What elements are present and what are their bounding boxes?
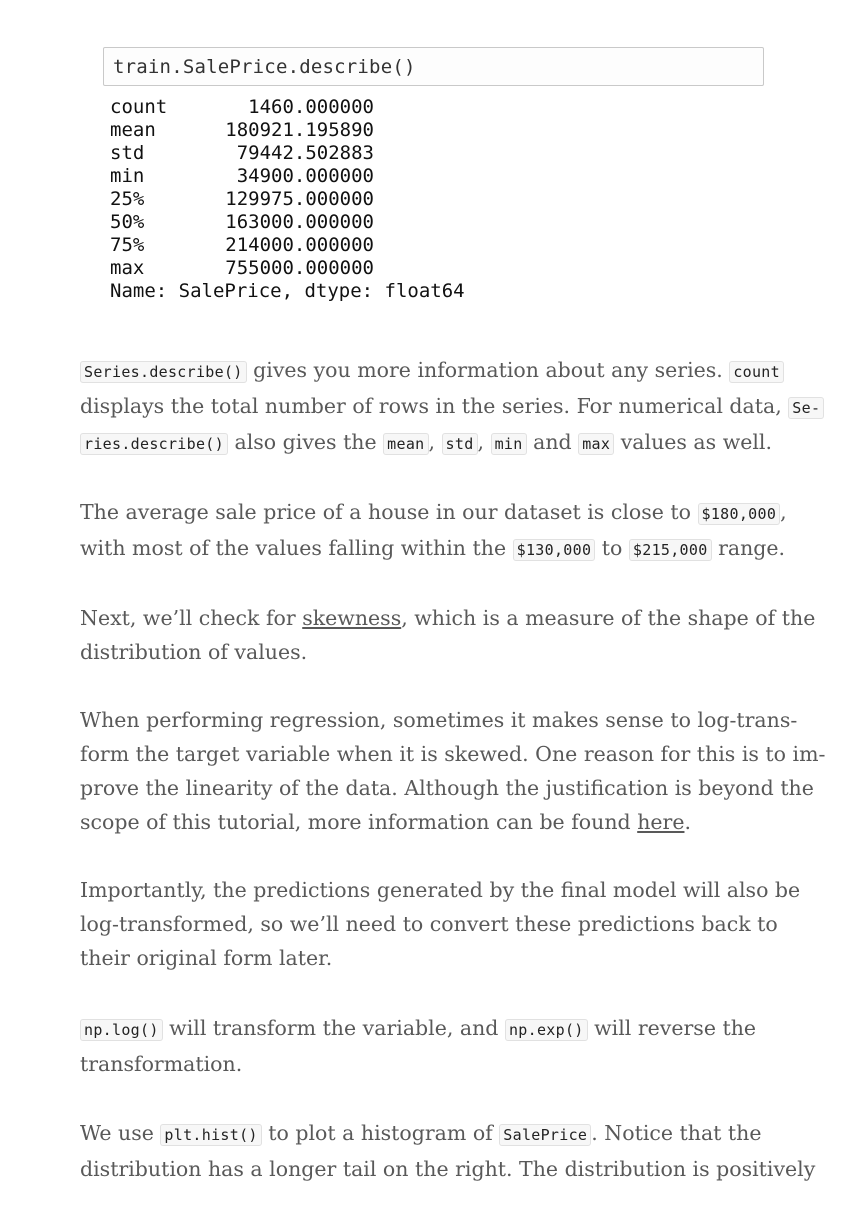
output-row [110,119,465,142]
text-line [80,424,790,460]
text-run: log-transformed, so we’ll need to convert these predictions back to [80,912,778,936]
inline-code: min [491,433,527,455]
output-row-key: 75% [110,234,145,256]
text-line [80,873,801,907]
text-run: We use [80,1121,161,1145]
output-row-key: max [110,257,145,279]
text-run: The average sale price of a house in our dataset is close to [80,500,698,524]
paragraph-histogram [80,1115,816,1187]
text-run: Next, we’ll check for [80,606,303,630]
inline-code: np.log() [80,1019,163,1041]
inline-code: mean [383,433,428,455]
output-row-value: 163000.000000 [225,211,374,233]
paragraph-log-transform [80,703,826,839]
inline-code: SalePrice [499,1124,591,1146]
output-row [110,96,465,119]
text-run: gives you more information about any series. [246,358,730,382]
text-line [80,805,790,839]
inline-code: $180,000 [698,503,781,525]
text-run: to [595,536,629,560]
text-line [80,1115,790,1151]
inline-code: Se- [788,397,824,419]
output-row [110,257,465,280]
inline-code: Series.describe() [80,361,247,383]
output-row-value: 1460.000000 [248,96,374,118]
text-run: . Notice that the [591,1121,762,1145]
text-run: also gives the [227,430,384,454]
paragraph-average-price [80,494,790,566]
code-input-text: train.SalePrice.describe() [113,56,416,78]
text-run: scope of this tutorial, more information can be found [80,810,638,834]
text-run: will reverse the [587,1016,757,1040]
text-run: distribution of values. [80,640,308,664]
output-row-key: min [110,165,145,187]
output-row-key: 50% [110,211,145,233]
text-run: distribution has a longer tail on the right. The distribution is positively [80,1157,816,1181]
inline-code: $215,000 [629,539,712,561]
inline-link[interactable]: here [637,810,685,834]
text-run: When performing regression, sometimes it makes sense to log-trans- [80,708,798,732]
inline-code: $130,000 [513,539,596,561]
output-row-key: std [110,142,145,164]
output-row [110,234,465,257]
text-line [80,771,814,805]
output-row-value: 214000.000000 [225,234,374,256]
output-row-value: 34900.000000 [236,165,374,187]
inline-link[interactable]: skewness [302,606,402,630]
output-row [110,165,465,188]
inline-code: plt.hist() [160,1124,261,1146]
output-row-value: 755000.000000 [225,257,374,279]
output-row-value: 180921.195890 [225,119,374,141]
text-line [80,737,826,771]
text-run: prove the linearity of the data. Although the justification is beyond the [80,776,814,800]
text-line [80,601,816,635]
text-line [80,530,790,566]
output-row [110,211,465,234]
inline-code: count [729,361,784,383]
text-run: with most of the values falling within the [80,536,513,560]
inline-code: std [442,433,478,455]
output-row [110,142,465,165]
text-run: their original form later. [80,946,333,970]
text-run: and [526,430,579,454]
code-input-cell[interactable] [103,47,764,86]
paragraph-np-log [80,1010,790,1082]
paragraph-skewness [80,601,816,669]
text-line [80,703,798,737]
text-run: . [684,810,691,834]
text-run: , which is a measure of the shape of the [401,606,816,630]
text-run: Importantly, the predictions generated by the final model will also be [80,878,801,902]
output-row [110,188,465,211]
text-run: , [428,430,442,454]
output-row-value: 129975.000000 [225,188,374,210]
text-run: will transform the variable, and [162,1016,505,1040]
text-line [80,1151,816,1187]
output-row-value: 79442.502883 [236,142,374,164]
describe-output-table [110,96,465,280]
text-run: range. [711,536,786,560]
text-run: transformation. [80,1052,243,1076]
output-row-key: mean [110,119,156,141]
text-line [80,1010,790,1046]
text-line [80,494,790,530]
text-line [80,1046,790,1082]
text-run: displays the total number of rows in the series. For numerical data, [80,394,789,418]
code-output [110,96,465,303]
paragraph-describe [80,352,821,460]
output-row-key: count [110,96,168,118]
inline-code: np.exp() [505,1019,588,1041]
output-name-line: Name: SalePrice, dtype: float64 [110,280,465,302]
text-line [80,388,821,424]
text-run: , [780,500,787,524]
text-run: form the target variable when it is skewed. One reason for this is to im- [80,742,826,766]
inline-code: ries.describe() [80,433,228,455]
output-row-key: 25% [110,188,145,210]
text-line [80,941,790,975]
paragraph-predictions [80,873,801,975]
text-line [80,635,790,669]
text-line [80,907,790,941]
text-run: values as well. [614,430,773,454]
text-line [80,352,790,388]
text-run: to plot a histogram of [261,1121,500,1145]
inline-code: max [578,433,614,455]
text-run: , [477,430,491,454]
